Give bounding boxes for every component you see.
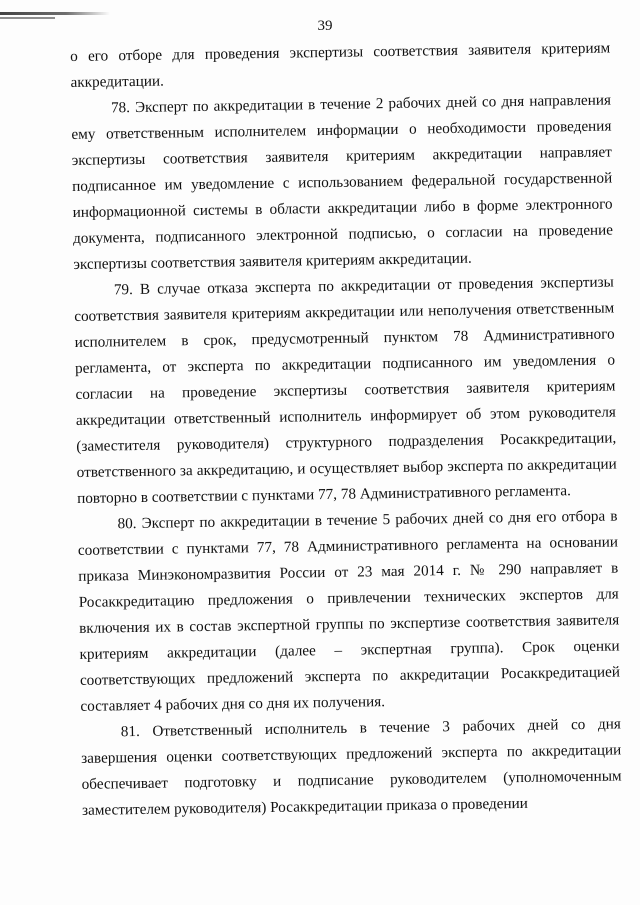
paragraph-continuation: о его отборе для проведения экспертизы соответствия заявителя критериям аккредитации.	[70, 39, 611, 91]
paragraph-79: 79. В случае отказа эксперта по аккредитации от проведения экспертизы соответствия заявителя критериям аккредитации или неполучения ответственным исполнителем в срок, предусмотренный пунктом 78 Административного регламента, от эксперта по аккредитации подписанного им уведомления о согласии на проведение экспертизы соответствия заявителя критериям аккредитации ответственный исполнитель информирует об этом руководителя (заместителя руководителя) структурного подразделения Росаккредитации, ответственного за аккредитацию, и осуществляет выбор эксперта по аккредитации повторно в соответствии с пунктами 77, 78 Административного регламента.	[74, 273, 617, 507]
page-number: 39	[317, 18, 333, 34]
paragraph-81: 81. Ответственный исполнитель в течение 3 рабочих дней со дня завершения оценки соответствующих предложений эксперта по аккредитации обеспечивает подготовку и подписание руководителем (уполномоченным заместителем руководителя) Росаккредитации приказа о проведении	[81, 715, 622, 819]
document-body	[70, 36, 622, 824]
paragraph-78: 78. Эксперт по аккредитации в течение 2 рабочих дней со дня направления ему ответственным исполнителем информации о необходимости проведения экспертизы соответствия заявителя критериям аккредитации направляет подписанное им уведомление с использованием федеральной государственной информационной системы в области аккредитации либо в форме электронного документа, подписанного электронной подписью, о согласии на проведение экспертизы соответствия заявителя критериям аккредитации.	[71, 91, 614, 273]
scan-artifact-mark	[0, 12, 110, 15]
paragraph-80: 80. Эксперт по аккредитации в течение 5 рабочих дней со дня его отбора в соответствии с пунктами 77, 78 Административного регламента на основании приказа Минэкономразвития России от 23 мая 2014 г. № 290 направляет в Росаккредитацию предложения о привлечении технических экспертов для включения их в состав экспертной группы по экспертизе соответствия заявителя критериям аккредитации (далее – экспертная группа). Срок оценки соответствующих предложений эксперта по аккредитации Росаккредитацией составляет 4 рабочих дня со дня их получения.	[77, 507, 621, 715]
